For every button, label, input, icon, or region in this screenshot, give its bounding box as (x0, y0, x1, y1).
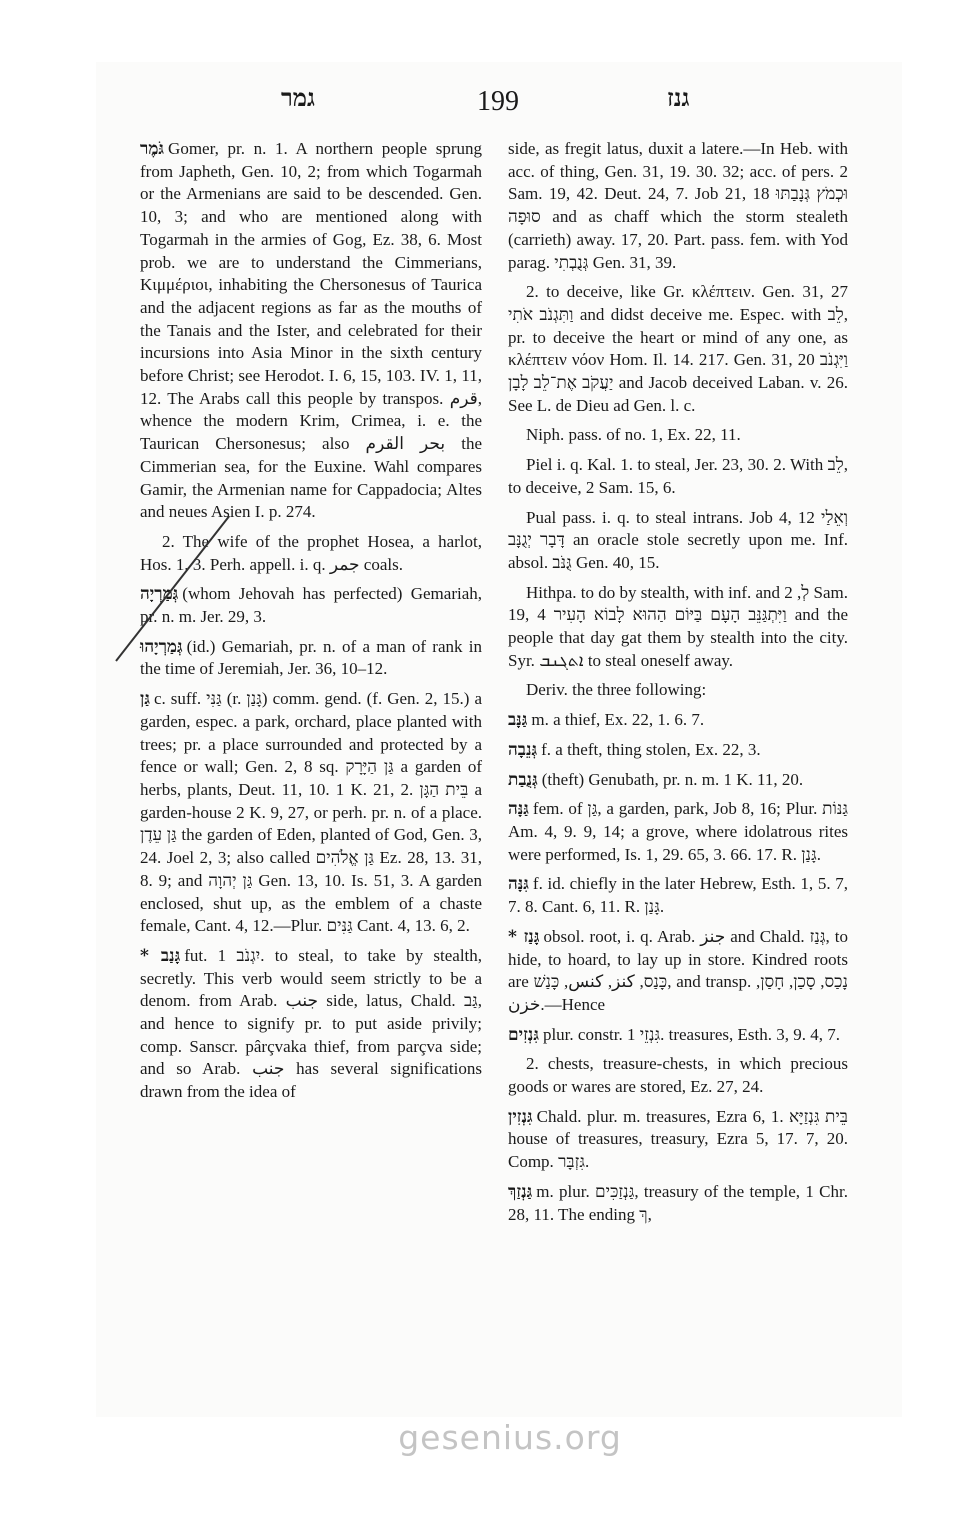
headword: גְּנֵבָה (508, 739, 538, 760)
entry-gan (140, 688, 482, 938)
entry-text: f. id. chiefly in the later Hebrew, Esth. 1, 5. 7, 7. 8. Cant. 6, 11. R. גָּנַן. (508, 874, 848, 917)
left-column (140, 138, 482, 1111)
entry-text: (id.) Gemariah, pr. n. of a man of rank in the time of Jeremiah, Jer. 36, 10–12. (140, 636, 482, 679)
entry-piel (508, 454, 848, 499)
entry-ganaz (508, 926, 848, 1017)
entry-text: f. a theft, thing stolen, Ex. 22, 3. (541, 739, 761, 759)
headword: גִּנָּה (508, 874, 529, 895)
entry-ginzin (508, 1106, 848, 1174)
headword: * גָּנַב (140, 945, 181, 966)
entry-gomer-2 (140, 531, 482, 576)
headword: גַּנָּה (508, 799, 529, 820)
entry-text: Deriv. the three following: (526, 680, 707, 700)
entry-ginnah (508, 873, 848, 918)
entry-text: fut. יִגְנֹב 1. to steal, to take by stealth, secretly. This verb would seem strictly to be a denom. from Arab. جنب side, latus, Chald. גַּב, and hence to signify pr. to put aside privily; comp. Sanscr. pârçvaka thief, from parçva side; and so Arab. جنب has several significations drawn from the idea of (140, 945, 483, 1102)
headword: גַּנְזַךְ (508, 1181, 533, 1202)
entry-text: (theft) Genubath, pr. n. m. 1 K. 11, 20. (541, 769, 804, 789)
watermark: gesenius.org (398, 1418, 622, 1457)
entry-text: Niph. pass. of no. 1, Ex. 22, 11. (526, 425, 741, 445)
page-header (135, 86, 880, 126)
entry-niphal (508, 424, 848, 447)
entry-text: Piel i. q. Kal. 1. to steal, Jer. 23, 30. 2. With לֵב, to deceive, 2 Sam. 15, 6. (508, 455, 848, 497)
headword: גְּנֻבַת (508, 769, 538, 790)
entry-genazim-2 (508, 1053, 848, 1098)
running-head-left: גמר (281, 86, 315, 112)
headword: גֹּמֶר (140, 139, 165, 159)
entry-ganzak (508, 1181, 848, 1226)
headword: גְּמַרְיָהוּ (140, 636, 183, 657)
page-number: 199 (477, 86, 519, 117)
entry-gannah (508, 798, 848, 866)
entry-genubath (508, 769, 848, 792)
headword: * גָּנַז (508, 926, 540, 947)
entry-text: Chald. plur. m. treasures, Ezra 6, 1. בֵּית גִּנְזַיָּא house of treasures, treasury, Ezra 5, 17. 7, 20. Comp. גִּזְבָּר. (508, 1106, 849, 1172)
entry-text: Gomer, pr. n. 1. A northern people sprung from Japheth, Gen. 10, 2; from which Togarmah or the Armenians are said to be descended. Gen. 10, 3; and who are mentioned along with Togarmah in the armies of Gog, Ez. 38, 6. Most prob. we are to understand the Cimmerians, Κιμμέριοι, inhabiting the Chersonesus of Taurica and the adjacent regions as far as the mouths of the Tanais and the Ister, and celebrated for their incursions into Asia Minor in the sixth century before Christ; see Herodot. I. 6, 15, 103. IV. 1, 11, 12. The Arabs call this people by transpos. قرم, whence the modern Krim, Crimea, i. e. the Taurican Chersonesus; also بحر القرم the Cimmerian sea, for the Euxine. Wahl compares Gamir, the Armenian name for Cappadocia; Altes and neues Asien I. p. 274. (140, 139, 482, 522)
headword: גַּנָּב (508, 710, 528, 731)
entry-text: obsol. root, i. q. Arab. جنز and Chald. גְּנַז, to hide, to hoard, to lay up in store. Kindred roots are כָּנַס, كنز, كنس, כָּנַשׁ, and transp. נָכַס, סָכַן, חָסַן, خزن.—Hence (508, 926, 849, 1014)
entry-hithpael (508, 582, 848, 673)
entry-deriv (508, 679, 848, 702)
headword: גְּמַרְיָה (140, 584, 179, 605)
entry-gannav (508, 709, 848, 732)
entry-ganav-cont (508, 138, 848, 274)
entry-text: fem. of גַּן, a garden, park, Job 8, 16; Plur. גַּנּוֹת Am. 4, 9. 9, 14; a grove, where idolatrous rites were performed, Is. 1, 29. 65, 3. 66. 17. R. גָּנַן. (508, 799, 849, 864)
entry-gemariah (140, 583, 482, 628)
entry-gemariahu (140, 636, 482, 681)
entry-ganav (140, 945, 482, 1104)
entry-text: m. plur. גַּנְזַכִּים, treasury of the temple, 1 Chr. 28, 11. The ending ךְ, (508, 1181, 848, 1224)
entry-text: Hithpa. to do by stealth, with inf. and לְ, 2 Sam. 19, 4 וַיִּתְגַּנֵּב הָעָם בַּיּוֹם הַהוּא לָבוֹא הָעִיר and the people that day gat them by stealth into the city. Syr. ܐܬܓܢܒ to steal oneself away. (508, 582, 848, 670)
entry-gomer (140, 138, 482, 524)
entry-text: (whom Jehovah has perfected) Gemariah, pr. n. m. Jer. 29, 3. (140, 584, 482, 627)
entry-text: Pual pass. i. q. to steal intrans. Job 4, 12 וְאֵלַי דָּבָר יְגֻנָּב an oracle stole secretly upon me. Inf. absol. גֻּנֹּב Gen. 40, 15. (508, 507, 849, 572)
entry-text: c. suff. גַּנִּי (r. גָּנַן) comm. gend. (f. Gen. 2, 15.) a garden, espec. a park, orchard, place planted with trees; pr. a place surrounded and protected by a fence or wall; Gen. 2, 8 sq. גַּן הַיָּרָק a garden of herbs, plants, Deut. 11, 10. 1 K. 21, 2. בֵּית הַגָּן a garden-house 2 K. 9, 27, or perh. pr. n. of a place. גַּן עֵדֶן the garden of Eden, planted of God, Gen. 3, 24. Joel 2, 3; also called גַּן אֱלֹהִים Ez. 28, 13. 31, 8. 9; and גַּן יְהוָה Gen. 13, 10. Is. 51, 3. A garden enclosed, shut up, as the emblem of a chaste female, Cant. 4, 12.—Plur. גַּנִּים Cant. 4, 13. 6, 2. (140, 689, 483, 936)
headword: גִּנְזִין (508, 1106, 533, 1127)
headword: גַּן (140, 689, 150, 710)
entry-text: side, as fregit latus, duxit a latere.—In Heb. with acc. of thing, Gen. 31, 19. 30. 32; acc. of pers. 2 Sam. 19, 42. Deut. 24, 7. Job 21, 18 וּכְמֹץ גְּנָבַתּוּ סוּפָה and as chaff which the storm stealeth (carrieth) away. 17, 20. Part. pass. fem. with Yod parag. גְּנֻבְתִי Gen. 31, 39. (508, 139, 848, 272)
right-column (508, 138, 848, 1233)
running-head-right: גנז (667, 86, 690, 112)
entry-text: m. a thief, Ex. 22, 1. 6. 7. (531, 710, 705, 730)
entry-genevah (508, 739, 848, 762)
entry-text: 2. chests, treasure-chests, in which precious goods or wares are stored, Ez. 27, 24. (508, 1054, 848, 1097)
entry-genazim (508, 1024, 848, 1047)
entry-text: 2. to deceive, like Gr. κλέπτειν. Gen. 31, 27 וַתִּגְנֹב אֹתִי and didst deceive me. Espec. with לֵב, pr. to deceive the heart or mind of any one, as κλέπτειν νόον Hom. Il. 14. 217. Gen. 31, 20 וַיִּגְנֹב יַעֲקֹב אֶת־לֵב לָבָן and Jacob deceived Laban. v. 26. See L. de Dieu ad Gen. l. c. (508, 282, 848, 415)
entry-pual (508, 507, 848, 575)
entry-text: plur. constr. גִּנְזֵי 1. treasures, Esth. 3, 9. 4, 7. (542, 1024, 840, 1044)
entry-ganav-sense-2 (508, 281, 848, 417)
headword: גִּנְזִים (508, 1024, 539, 1045)
entry-text: 2. The wife of the prophet Hosea, a harlot, Hos. 1, 3. Perh. appell. i. q. جمر coals. (140, 531, 482, 574)
